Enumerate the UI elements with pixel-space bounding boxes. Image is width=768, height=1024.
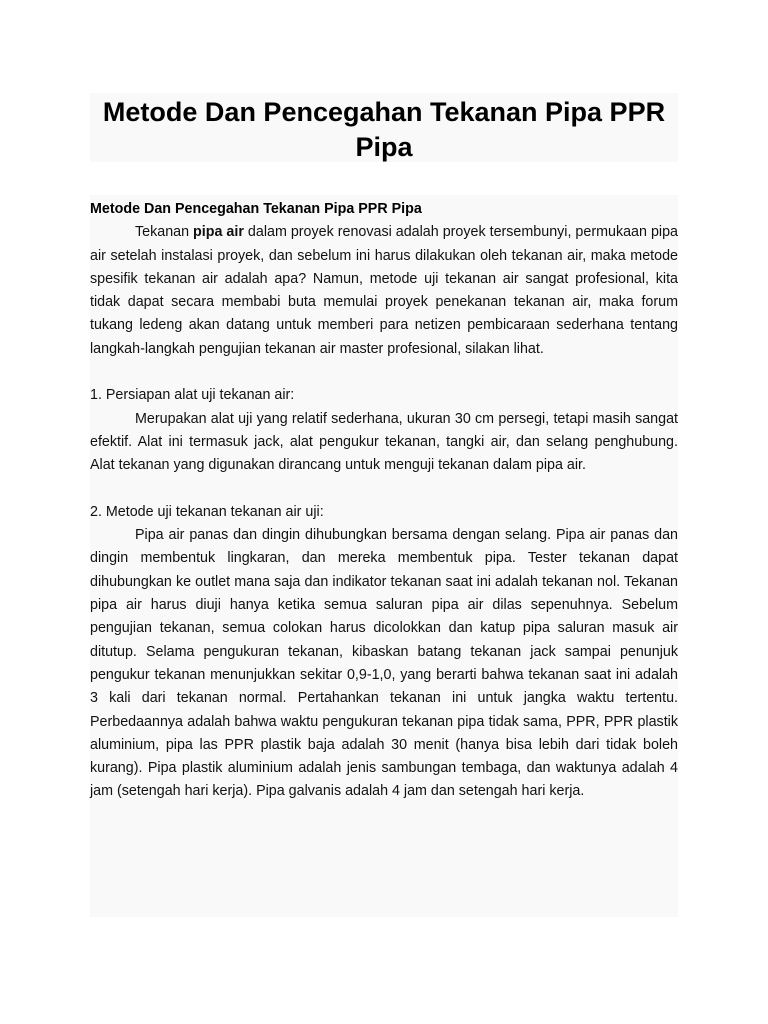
paragraph-spacer — [90, 478, 678, 501]
intro-paragraph — [90, 221, 678, 361]
section-1-paragraph: Merupakan alat uji yang relatif sederhana, ukuran 30 cm persegi, tetapi masih sangat efektif. Alat ini termasuk jack, alat pengukur tekanan, tangki air, dan selang penghubung. Alat tekanan yang digunakan dirancang untuk menguji tekanan dalam pipa air. — [90, 410, 678, 474]
title-block — [90, 93, 678, 162]
document-body — [90, 195, 678, 917]
intro-rest-text: dalam proyek renovasi adalah proyek tersembunyi, permukaan pipa air setelah instalasi proyek, dan sebelum ini harus dilakukan oleh tekanan air, maka metode spesifik tekanan air adalah apa? Namun, metode uji tekanan air sangat profesional, kita tidak dapat secara membabi buta memulai proyek penekanan tekanan air, maka forum tukang ledeng akan datang untuk memberi para netizen pembicaraan sederhana tentang langkah-langkah pengujian tekanan air master profesional, silakan lihat. — [90, 224, 678, 357]
paragraph-spacer — [90, 361, 678, 384]
section-2-paragraph: Pipa air panas dan dingin dihubungkan bersama dengan selang. Pipa air panas dan dingin membentuk lingkaran, dan mereka membentuk pipa. Tester tekanan dapat dihubungkan ke outlet mana saja dan indikator tekanan saat ini adalah tekanan nol. Tekanan pipa air harus diuji hanya ketika semua saluran pipa air dilas sepenuhnya. Sebelum pengujian tekanan, semua colokan harus dicolokkan dan katup pipa saluran masuk air ditutup. Selama pengukuran tekanan, kibaskan batang tekanan jack sampai penunjuk pengukur tekanan menunjukkan sekitar 0,9-1,0, yang berarti bahwa tekanan saat ini adalah 3 kali dari tekanan normal. Pertahankan tekanan ini untuk jangka waktu tertentu. Perbedaannya adalah bahwa waktu pengukuran tekanan pipa tidak sama, PPR, PPR plastik aluminium, pipa las PPR plastik baja adalah 30 menit (hanya bisa lebih dari tidak boleh kurang). Pipa plastik aluminium adalah jenis sambungan tembaga, dan waktunya adalah 4 jam (setengah hari kerja). Pipa galvanis adalah 4 jam dan setengah hari kerja. — [90, 527, 678, 800]
document-title: Metode Dan Pencegahan Tekanan Pipa PPR Pipa — [102, 97, 666, 162]
intro-lead-text: Tekanan — [135, 224, 194, 241]
section-2-heading: 2. Metode uji tekanan tekanan air uji: — [90, 503, 324, 520]
intro-bold-term: pipa air — [193, 224, 244, 241]
document-content — [90, 195, 678, 804]
section-1-heading: 1. Persiapan alat uji tekanan air: — [90, 387, 295, 404]
section-subheading: Metode Dan Pencegahan Tekanan Pipa PPR Pipa — [90, 201, 422, 217]
